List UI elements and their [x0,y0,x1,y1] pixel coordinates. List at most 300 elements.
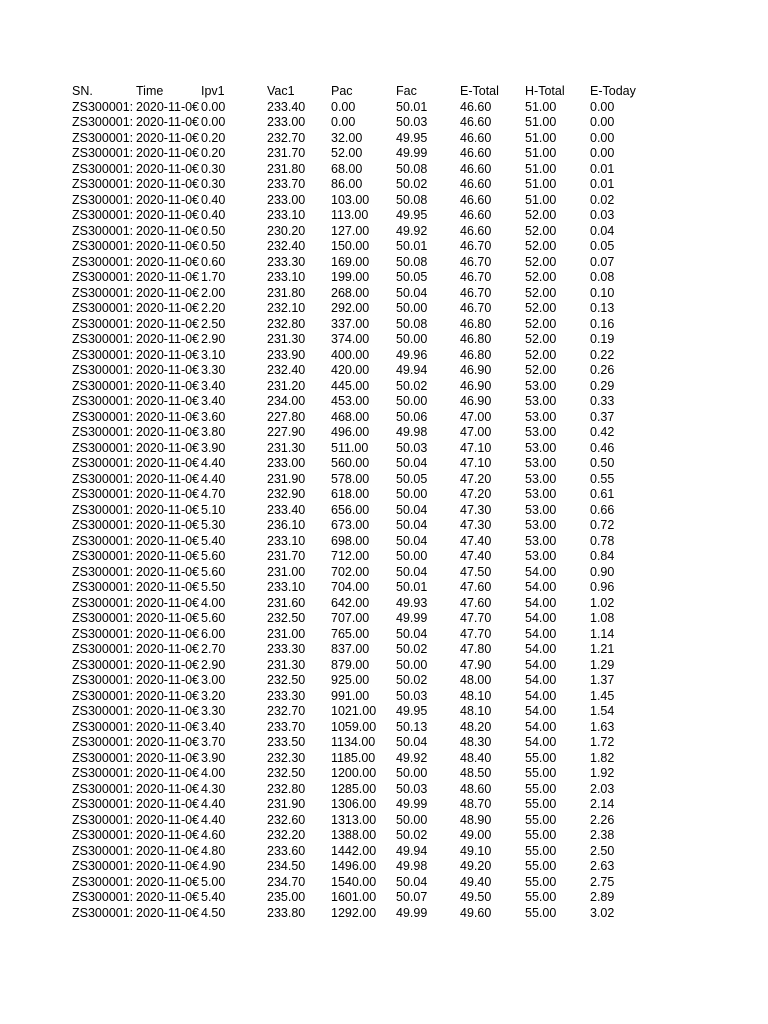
cell-fac: 50.02 [396,642,428,656]
cell-ipv1: 5.60 [201,611,226,625]
cell-pac: 560.00 [331,456,370,470]
cell-ipv1: 3.10 [201,347,226,362]
cell-fac: 50.04 [396,626,428,641]
cell-fac: 49.95 [396,208,428,222]
cell-ipv1: 3.90 [201,440,226,455]
cell-time: 2020-11-0€ [136,890,200,904]
cell-e-today: 0.96 [590,580,615,594]
cell-sn: ZS300001: [72,750,134,765]
cell-pac: 1292.00 [331,905,377,920]
cell-time: 2020-11-0€ [136,270,200,284]
cell-sn: ZS300001: [72,890,134,904]
cell-pac: 1200.00 [331,766,377,780]
cell-h-total: 52.00 [525,316,557,331]
cell-sn: ZS300001: [72,316,134,331]
cell-e-total: 47.40 [460,533,492,548]
cell-ipv1: 5.10 [201,502,226,517]
cell-pac: 113.00 [331,208,369,222]
cell-time: 2020-11-0€ [136,580,200,594]
cell-e-today: 1.54 [590,704,615,718]
cell-sn: ZS300001: [72,580,134,594]
cell-h-total: 54.00 [525,673,557,687]
cell-h-total: 53.00 [525,425,557,439]
cell-pac: 68.00 [331,161,363,176]
cell-vac1: 235.00 [267,890,306,904]
cell-pac: 127.00 [331,223,370,238]
cell-fac: 50.04 [396,285,428,300]
cell-vac1: 236.10 [267,518,306,532]
cell-e-total: 49.50 [460,890,492,904]
cell-e-total: 47.50 [460,564,492,579]
cell-pac: 511.00 [331,440,369,455]
cell-time: 2020-11-0€ [136,595,200,610]
cell-time: 2020-11-0€ [136,719,200,734]
cell-vac1: 233.80 [267,905,306,920]
cell-sn: ZS300001: [72,425,134,439]
cell-e-today: 1.63 [590,719,615,734]
cell-time: 2020-11-0€ [136,471,200,486]
cell-sn: ZS300001: [72,239,134,253]
cell-fac: 50.01 [396,580,428,594]
cell-sn: ZS300001: [72,332,134,346]
cell-pac: 268.00 [331,285,370,300]
cell-sn: ZS300001: [72,146,134,160]
cell-pac: 496.00 [331,425,370,439]
cell-sn: ZS300001: [72,99,134,114]
cell-h-total: 51.00 [525,161,557,176]
cell-e-total: 46.80 [460,332,492,346]
cell-sn: ZS300001: [72,642,134,656]
cell-e-total: 46.60 [460,115,492,129]
cell-e-total: 46.60 [460,130,492,145]
cell-sn: ZS300001: [72,378,134,393]
cell-ipv1: 3.30 [201,363,226,377]
cell-pac: 468.00 [331,409,370,424]
cell-vac1: 233.60 [267,843,306,858]
cell-sn: ZS300001: [72,843,134,858]
cell-time: 2020-11-0€ [136,735,200,749]
cell-pac: 1185.00 [331,750,376,765]
cell-e-today: 0.90 [590,564,615,579]
cell-time: 2020-11-0€ [136,347,200,362]
cell-fac: 50.02 [396,828,428,842]
cell-e-total: 46.80 [460,347,492,362]
cell-vac1: 231.90 [267,797,306,811]
cell-e-total: 46.70 [460,301,492,315]
cell-e-today: 0.01 [590,177,615,191]
cell-h-total: 55.00 [525,843,557,858]
cell-e-total: 47.90 [460,657,492,672]
cell-fac: 50.05 [396,270,428,284]
cell-h-total: 52.00 [525,332,557,346]
cell-time: 2020-11-0€ [136,626,200,641]
cell-e-today: 0.00 [590,146,615,160]
cell-time: 2020-11-0€ [136,766,200,780]
cell-fac: 49.99 [396,611,428,625]
cell-pac: 991.00 [331,688,370,703]
cell-h-total: 51.00 [525,130,557,145]
cell-time: 2020-11-0€ [136,192,200,207]
cell-time: 2020-11-0€ [136,518,200,532]
cell-h-total: 52.00 [525,363,557,377]
cell-ipv1: 4.00 [201,766,226,780]
cell-vac1: 232.30 [267,750,306,765]
cell-h-total: 54.00 [525,735,557,749]
cell-ipv1: 5.40 [201,890,226,904]
cell-fac: 50.04 [396,533,428,548]
cell-e-today: 0.29 [590,378,615,393]
cell-sn: ZS300001: [72,905,134,920]
cell-vac1: 231.30 [267,657,306,672]
cell-h-total: 55.00 [525,781,557,796]
cell-ipv1: 0.60 [201,254,226,269]
cell-fac: 49.95 [396,704,428,718]
cell-h-total: 52.00 [525,254,557,269]
cell-e-today: 1.08 [590,611,615,625]
cell-sn: ZS300001: [72,161,134,176]
cell-time: 2020-11-0€ [136,859,200,873]
cell-e-total: 48.20 [460,719,492,734]
cell-vac1: 231.80 [267,285,306,300]
cell-ipv1: 2.70 [201,642,226,656]
cell-e-total: 48.50 [460,766,492,780]
cell-time: 2020-11-0€ [136,239,200,253]
cell-e-total: 47.10 [460,456,492,470]
cell-e-today: 0.72 [590,518,615,532]
cell-pac: 702.00 [331,564,370,579]
cell-e-today: 0.02 [590,192,615,207]
cell-h-total: 52.00 [525,270,557,284]
cell-time: 2020-11-0€ [136,332,200,346]
cell-h-total: 53.00 [525,471,557,486]
cell-sn: ZS300001: [72,177,134,191]
cell-e-today: 2.89 [590,890,615,904]
cell-pac: 453.00 [331,394,370,408]
cell-h-total: 55.00 [525,750,557,765]
cell-pac: 698.00 [331,533,370,548]
cell-time: 2020-11-0€ [136,487,200,501]
cell-ipv1: 3.40 [201,378,226,393]
cell-sn: ZS300001: [72,549,134,563]
cell-h-total: 54.00 [525,719,557,734]
cell-sn: ZS300001: [72,270,134,284]
cell-ipv1: 0.40 [201,208,226,222]
cell-h-total: 53.00 [525,440,557,455]
cell-e-total: 47.20 [460,471,492,486]
cell-e-total: 46.90 [460,363,492,377]
cell-time: 2020-11-0€ [136,533,200,548]
cell-ipv1: 3.20 [201,688,226,703]
cell-ipv1: 4.40 [201,471,226,486]
cell-sn: ZS300001: [72,657,134,672]
cell-h-total: 54.00 [525,657,557,672]
cell-sn: ZS300001: [72,564,134,579]
cell-vac1: 232.70 [267,704,306,718]
cell-sn: ZS300001: [72,192,134,207]
cell-vac1: 227.80 [267,409,306,424]
cell-ipv1: 4.40 [201,797,226,811]
cell-ipv1: 3.00 [201,673,226,687]
cell-time: 2020-11-0€ [136,750,200,765]
cell-sn: ZS300001: [72,285,134,300]
cell-sn: ZS300001: [72,456,134,470]
cell-time: 2020-11-0€ [136,828,200,842]
cell-pac: 712.00 [331,549,370,563]
cell-sn: ZS300001: [72,673,134,687]
cell-ipv1: 5.50 [201,580,226,594]
cell-fac: 50.04 [396,518,428,532]
cell-ipv1: 5.30 [201,518,226,532]
cell-ipv1: 0.50 [201,223,226,238]
cell-e-today: 1.29 [590,657,615,672]
cell-time: 2020-11-0€ [136,843,200,858]
cell-ipv1: 4.40 [201,456,226,470]
header-vac1: Vac1 [267,84,295,98]
cell-fac: 50.00 [396,657,428,672]
cell-pac: 420.00 [331,363,370,377]
cell-sn: ZS300001: [72,766,134,780]
cell-fac: 50.13 [396,719,428,734]
cell-ipv1: 5.00 [201,874,226,889]
cell-vac1: 233.30 [267,688,306,703]
cell-e-total: 49.00 [460,828,492,842]
cell-pac: 642.00 [331,595,370,610]
cell-vac1: 231.30 [267,440,306,455]
cell-fac: 50.04 [396,502,428,517]
cell-vac1: 233.70 [267,719,306,734]
cell-vac1: 233.10 [267,270,306,284]
cell-ipv1: 2.50 [201,316,226,331]
cell-sn: ZS300001: [72,626,134,641]
cell-h-total: 55.00 [525,766,557,780]
cell-fac: 50.00 [396,766,428,780]
cell-e-today: 0.19 [590,332,615,346]
cell-time: 2020-11-0€ [136,905,200,920]
cell-time: 2020-11-0€ [136,704,200,718]
cell-ipv1: 3.40 [201,394,226,408]
cell-h-total: 55.00 [525,890,557,904]
cell-vac1: 233.00 [267,192,306,207]
cell-e-today: 0.13 [590,301,615,315]
cell-ipv1: 0.20 [201,146,226,160]
cell-sn: ZS300001: [72,394,134,408]
cell-h-total: 54.00 [525,642,557,656]
cell-time: 2020-11-0€ [136,456,200,470]
cell-h-total: 55.00 [525,797,557,811]
cell-vac1: 231.30 [267,332,306,346]
cell-ipv1: 4.50 [201,905,226,920]
cell-e-today: 3.02 [590,905,615,920]
cell-e-today: 2.38 [590,828,615,842]
cell-vac1: 234.50 [267,859,306,873]
cell-fac: 50.08 [396,316,428,331]
cell-h-total: 55.00 [525,828,557,842]
cell-vac1: 232.60 [267,812,306,827]
cell-fac: 50.00 [396,549,428,563]
cell-e-total: 46.70 [460,285,492,300]
cell-vac1: 227.90 [267,425,306,439]
cell-e-today: 0.84 [590,549,615,563]
cell-e-today: 0.16 [590,316,615,331]
cell-time: 2020-11-0€ [136,99,200,114]
cell-sn: ZS300001: [72,254,134,269]
cell-e-today: 1.82 [590,750,615,765]
header-time: Time [136,84,164,98]
cell-e-total: 46.60 [460,208,492,222]
cell-e-total: 46.70 [460,239,492,253]
cell-ipv1: 4.00 [201,595,226,610]
cell-e-total: 48.10 [460,688,492,703]
cell-e-total: 47.60 [460,595,492,610]
cell-pac: 925.00 [331,673,370,687]
cell-time: 2020-11-0€ [136,440,200,455]
cell-e-total: 46.70 [460,270,492,284]
cell-h-total: 55.00 [525,812,557,827]
cell-e-today: 0.33 [590,394,615,408]
cell-e-total: 46.90 [460,378,492,393]
cell-e-total: 46.60 [460,161,492,176]
cell-sn: ZS300001: [72,208,134,222]
cell-e-total: 47.30 [460,518,492,532]
cell-e-today: 0.04 [590,223,615,238]
cell-h-total: 51.00 [525,115,557,129]
cell-vac1: 233.30 [267,642,306,656]
cell-vac1: 232.10 [267,301,306,315]
cell-h-total: 53.00 [525,394,557,408]
cell-ipv1: 3.80 [201,425,226,439]
cell-sn: ZS300001: [72,502,134,517]
cell-e-total: 47.10 [460,440,492,455]
cell-h-total: 53.00 [525,487,557,501]
cell-pac: 292.00 [331,301,370,315]
cell-e-total: 46.60 [460,99,492,114]
cell-e-total: 49.20 [460,859,492,873]
cell-e-total: 48.60 [460,781,492,796]
cell-h-total: 53.00 [525,378,557,393]
cell-time: 2020-11-0€ [136,285,200,300]
cell-vac1: 232.80 [267,781,306,796]
cell-e-total: 47.00 [460,425,492,439]
cell-vac1: 233.10 [267,580,306,594]
cell-e-today: 0.46 [590,440,615,455]
cell-pac: 445.00 [331,378,370,393]
cell-e-today: 1.21 [590,642,615,656]
cell-e-total: 49.60 [460,905,492,920]
cell-pac: 704.00 [331,580,370,594]
cell-ipv1: 0.30 [201,161,226,176]
cell-e-today: 0.07 [590,254,615,269]
cell-fac: 50.08 [396,161,428,176]
cell-ipv1: 6.00 [201,626,226,641]
cell-time: 2020-11-0€ [136,409,200,424]
cell-time: 2020-11-0€ [136,115,200,129]
cell-vac1: 233.50 [267,735,306,749]
cell-sn: ZS300001: [72,611,134,625]
cell-fac: 50.01 [396,99,428,114]
cell-ipv1: 2.90 [201,657,226,672]
cell-ipv1: 0.40 [201,192,226,207]
cell-sn: ZS300001: [72,859,134,873]
cell-ipv1: 0.30 [201,177,226,191]
cell-fac: 50.02 [396,177,428,191]
cell-sn: ZS300001: [72,828,134,842]
cell-pac: 337.00 [331,316,370,331]
cell-h-total: 52.00 [525,285,557,300]
cell-time: 2020-11-0€ [136,161,200,176]
cell-e-today: 2.03 [590,781,615,796]
cell-time: 2020-11-0€ [136,254,200,269]
cell-sn: ZS300001: [72,130,134,145]
cell-e-total: 46.70 [460,254,492,269]
cell-fac: 50.00 [396,812,428,827]
cell-h-total: 55.00 [525,874,557,889]
cell-sn: ZS300001: [72,440,134,455]
cell-ipv1: 3.40 [201,719,226,734]
cell-sn: ZS300001: [72,115,134,129]
cell-vac1: 232.50 [267,673,306,687]
cell-time: 2020-11-0€ [136,812,200,827]
cell-e-today: 0.08 [590,270,615,284]
cell-sn: ZS300001: [72,533,134,548]
cell-e-today: 2.50 [590,843,615,858]
cell-vac1: 231.00 [267,564,306,579]
cell-e-today: 0.00 [590,115,615,129]
cell-e-total: 48.90 [460,812,492,827]
cell-h-total: 54.00 [525,580,557,594]
cell-vac1: 233.00 [267,115,306,129]
cell-fac: 49.96 [396,347,428,362]
cell-vac1: 232.20 [267,828,306,842]
cell-e-today: 0.26 [590,363,615,377]
cell-e-today: 1.02 [590,595,615,610]
cell-fac: 50.08 [396,192,428,207]
header-fac: Fac [396,84,417,98]
cell-pac: 0.00 [331,115,356,129]
cell-h-total: 54.00 [525,688,557,703]
cell-vac1: 232.40 [267,363,306,377]
cell-h-total: 51.00 [525,177,557,191]
cell-e-today: 0.78 [590,533,615,548]
cell-pac: 86.00 [331,177,363,191]
cell-h-total: 55.00 [525,859,557,873]
cell-ipv1: 4.90 [201,859,226,873]
cell-ipv1: 0.00 [201,99,226,114]
cell-time: 2020-11-0€ [136,874,200,889]
cell-vac1: 230.20 [267,223,306,238]
cell-time: 2020-11-0€ [136,657,200,672]
cell-pac: 52.00 [331,146,363,160]
cell-fac: 49.92 [396,223,428,238]
cell-ipv1: 1.70 [201,270,226,284]
cell-e-today: 0.61 [590,487,615,501]
cell-e-today: 2.63 [590,859,615,873]
cell-h-total: 51.00 [525,146,557,160]
cell-h-total: 52.00 [525,347,557,362]
cell-pac: 1134.00 [331,735,376,749]
cell-e-today: 0.00 [590,99,615,114]
cell-sn: ZS300001: [72,595,134,610]
cell-pac: 1306.00 [331,797,377,811]
cell-fac: 50.00 [396,487,428,501]
cell-e-total: 46.60 [460,146,492,160]
cell-time: 2020-11-0€ [136,208,200,222]
cell-time: 2020-11-0€ [136,502,200,517]
cell-e-total: 48.30 [460,735,492,749]
cell-e-today: 1.37 [590,673,615,687]
cell-fac: 50.05 [396,471,428,486]
cell-h-total: 54.00 [525,564,557,579]
cell-pac: 32.00 [331,130,363,145]
